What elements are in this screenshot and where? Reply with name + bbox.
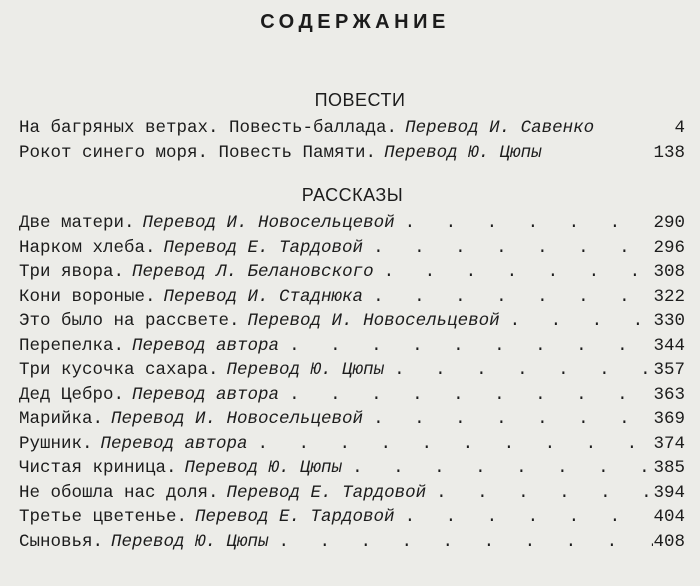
dot-leader xyxy=(279,385,653,405)
toc-entry xyxy=(19,118,685,143)
entry-page-number: 344 xyxy=(653,335,685,356)
entry-title: Кони вороные. xyxy=(19,286,156,307)
entry-title: Это было на рассвете. xyxy=(19,311,240,331)
toc-entry xyxy=(19,336,685,361)
entry-translator: Перевод Ю. Цюпы xyxy=(226,360,385,380)
entry-translator: Перевод Ю. Цюпы xyxy=(111,531,269,552)
dot-leader xyxy=(395,213,653,233)
entry-page-number: 363 xyxy=(653,384,685,405)
entry-title: Три явора. xyxy=(19,262,125,282)
entry-translator: Перевод Е. Тардовой xyxy=(226,482,427,503)
toc-entry xyxy=(19,409,685,434)
entry-page-number: 4 xyxy=(674,118,685,138)
toc-entry xyxy=(19,360,685,385)
section-list-povesti xyxy=(19,118,685,168)
entry-translator: Перевод Ю. Цюпы xyxy=(384,143,542,163)
entry-page-number: 374 xyxy=(653,433,685,454)
toc-entry xyxy=(19,213,685,238)
entry-title: Сыновья. xyxy=(19,531,104,552)
entry-translator: Перевод автора xyxy=(100,433,248,454)
section-heading-rasskazy: РАССКАЗЫ xyxy=(301,185,404,205)
dot-leader xyxy=(279,336,653,356)
dot-leader xyxy=(500,311,653,331)
toc-entry xyxy=(19,311,685,336)
toc-entry xyxy=(19,532,685,557)
entry-translator: Перевод И. Стаднюка xyxy=(163,286,364,307)
entry-page-number: 404 xyxy=(653,507,685,527)
dot-leader xyxy=(342,458,653,478)
entry-translator: Перевод И. Новосельцевой xyxy=(111,409,364,429)
entry-title: На багряных ветрах. Повесть-баллада. xyxy=(19,118,398,138)
toc-entry xyxy=(19,238,685,263)
entry-page-number: 296 xyxy=(653,237,685,258)
entry-title: Не обошла нас доля. xyxy=(19,482,219,503)
toc-entry xyxy=(19,385,685,410)
dot-leader xyxy=(269,532,653,552)
toc-entry xyxy=(19,287,685,312)
section-heading-povesti: ПОВЕСТИ xyxy=(314,90,406,110)
entry-translator: Перевод Е. Тардовой xyxy=(163,237,364,258)
page-title: СОДЕРЖАНИЕ xyxy=(260,11,450,33)
entry-title: Третье цветенье. xyxy=(19,507,188,527)
entry-page-number: 385 xyxy=(653,458,685,478)
entry-translator: Перевод автора xyxy=(132,384,280,405)
entry-translator: Перевод Е. Тардовой xyxy=(195,507,395,527)
section-list-rasskazy xyxy=(19,213,685,556)
entry-page-number: 369 xyxy=(653,409,685,429)
dot-leader xyxy=(374,262,653,282)
dot-leader xyxy=(384,360,653,380)
entry-translator: Перевод И. Новосельцевой xyxy=(247,311,500,331)
toc-entry xyxy=(19,458,685,483)
entry-title: Рушник. xyxy=(19,433,93,454)
entry-title: Две матери. xyxy=(19,213,135,233)
entry-translator: Перевод Ю. Цюпы xyxy=(184,458,343,478)
entry-translator: Перевод И. Савенко xyxy=(405,118,595,138)
entry-page-number: 138 xyxy=(653,143,685,163)
entry-page-number: 357 xyxy=(653,360,685,380)
entry-title: Чистая криница. xyxy=(19,458,177,478)
entry-title: Рокот синего моря. Повесть Памяти. xyxy=(19,143,377,163)
entry-title: Дед Цебро. xyxy=(19,384,125,405)
dot-leader xyxy=(395,507,653,527)
dot-leader xyxy=(363,287,653,307)
dot-leader xyxy=(363,238,653,258)
dot-leader xyxy=(363,409,653,429)
entry-translator: Перевод И. Новосельцевой xyxy=(142,213,395,233)
entry-translator: Перевод автора xyxy=(132,335,280,356)
entry-page-number: 330 xyxy=(653,311,685,331)
entry-title: Нарком хлеба. xyxy=(19,237,156,258)
entry-page-number: 408 xyxy=(653,531,685,552)
entry-translator: Перевод Л. Белановского xyxy=(132,262,374,282)
dot-leader xyxy=(426,483,653,503)
toc-entry xyxy=(19,143,685,168)
entry-title: Три кусочка сахара. xyxy=(19,360,219,380)
entry-title: Марийка. xyxy=(19,409,104,429)
entry-page-number: 322 xyxy=(653,286,685,307)
toc-entry xyxy=(19,507,685,532)
entry-page-number: 290 xyxy=(653,213,685,233)
toc-entry xyxy=(19,262,685,287)
toc-entry xyxy=(19,483,685,508)
entry-page-number: 394 xyxy=(653,482,685,503)
dot-leader xyxy=(248,434,653,454)
entry-page-number: 308 xyxy=(653,262,685,282)
entry-title: Перепелка. xyxy=(19,335,125,356)
toc-entry xyxy=(19,434,685,459)
